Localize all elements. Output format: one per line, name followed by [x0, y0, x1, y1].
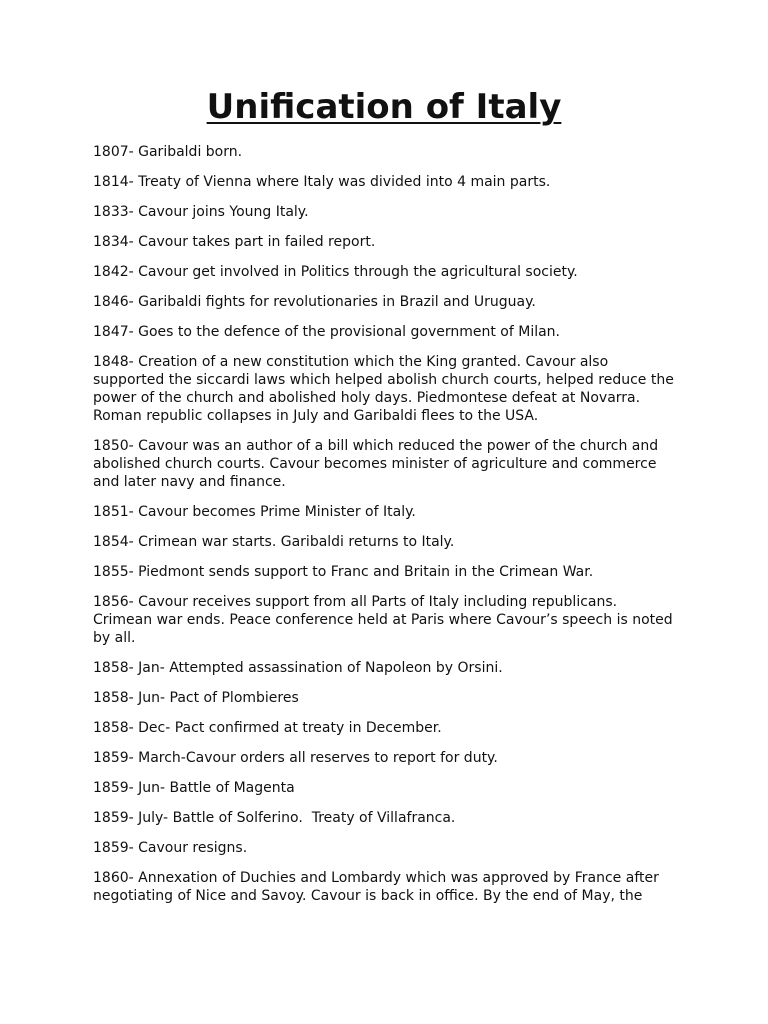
- timeline-entry-1834: 1834- Cavour takes part in failed report.: [93, 234, 376, 250]
- timeline-entry-1859-resigns: 1859- Cavour resigns.: [93, 840, 248, 856]
- timeline-entry-1855: 1855- Piedmont sends support to Franc and Britain in the Crimean War.: [93, 564, 594, 580]
- timeline-entry-1858-dec: 1858- Dec- Pact confirmed at treaty in December.: [93, 720, 442, 736]
- timeline-entry-1848: 1848- Creation of a new constitution which the King granted. Cavour also supported the siccardi laws which helped abolish church courts, helped reduce the power of the church and abolished holy days. Piedmontese defeat at Novarra. Roman republic collapses in July and Garibaldi flees to the USA.: [93, 354, 679, 424]
- timeline-entry-1856: 1856- Cavour receives support from all Parts of Italy including republicans. Crimean war ends. Peace conference held at Paris where Cavour’s speech is noted by all.: [93, 594, 678, 646]
- timeline-entry-1833: 1833- Cavour joins Young Italy.: [93, 204, 309, 220]
- timeline-entry-1858-jun: 1858- Jun- Pact of Plombieres: [93, 690, 299, 706]
- timeline-entry-1847: 1847- Goes to the defence of the provisional government of Milan.: [93, 324, 560, 340]
- timeline-entry-1842: 1842- Cavour get involved in Politics through the agricultural society.: [93, 264, 578, 280]
- timeline-entry-1807: 1807- Garibaldi born.: [93, 144, 243, 160]
- page-title: Unification of Italy: [206, 87, 562, 127]
- timeline-entry-1846: 1846- Garibaldi fights for revolutionaries in Brazil and Uruguay.: [93, 294, 536, 310]
- timeline-entry-1859-july: 1859- July- Battle of Solferino. Treaty of Villafranca.: [93, 810, 456, 826]
- timeline-entry-1850: 1850- Cavour was an author of a bill which reduced the power of the church and abolished church courts. Cavour becomes minister of agriculture and commerce and later navy and finance.: [93, 438, 663, 490]
- timeline-entry-1814: 1814- Treaty of Vienna where Italy was divided into 4 main parts.: [93, 174, 551, 190]
- timeline-entry-1851: 1851- Cavour becomes Prime Minister of Italy.: [93, 504, 416, 520]
- timeline-entry-1854: 1854- Crimean war starts. Garibaldi returns to Italy.: [93, 534, 455, 550]
- timeline-entry-1859-jun: 1859- Jun- Battle of Magenta: [93, 780, 295, 796]
- timeline-entry-1858-jan: 1858- Jan- Attempted assassination of Napoleon by Orsini.: [93, 660, 503, 676]
- timeline-entry-1859-march: 1859- March-Cavour orders all reserves to report for duty.: [93, 750, 498, 766]
- timeline-list: [93, 143, 678, 917]
- timeline-entry-1860: 1860- Annexation of Duchies and Lombardy which was approved by France after negotiating of Nice and Savoy. Cavour is back in office. By the end of May, the: [93, 870, 664, 904]
